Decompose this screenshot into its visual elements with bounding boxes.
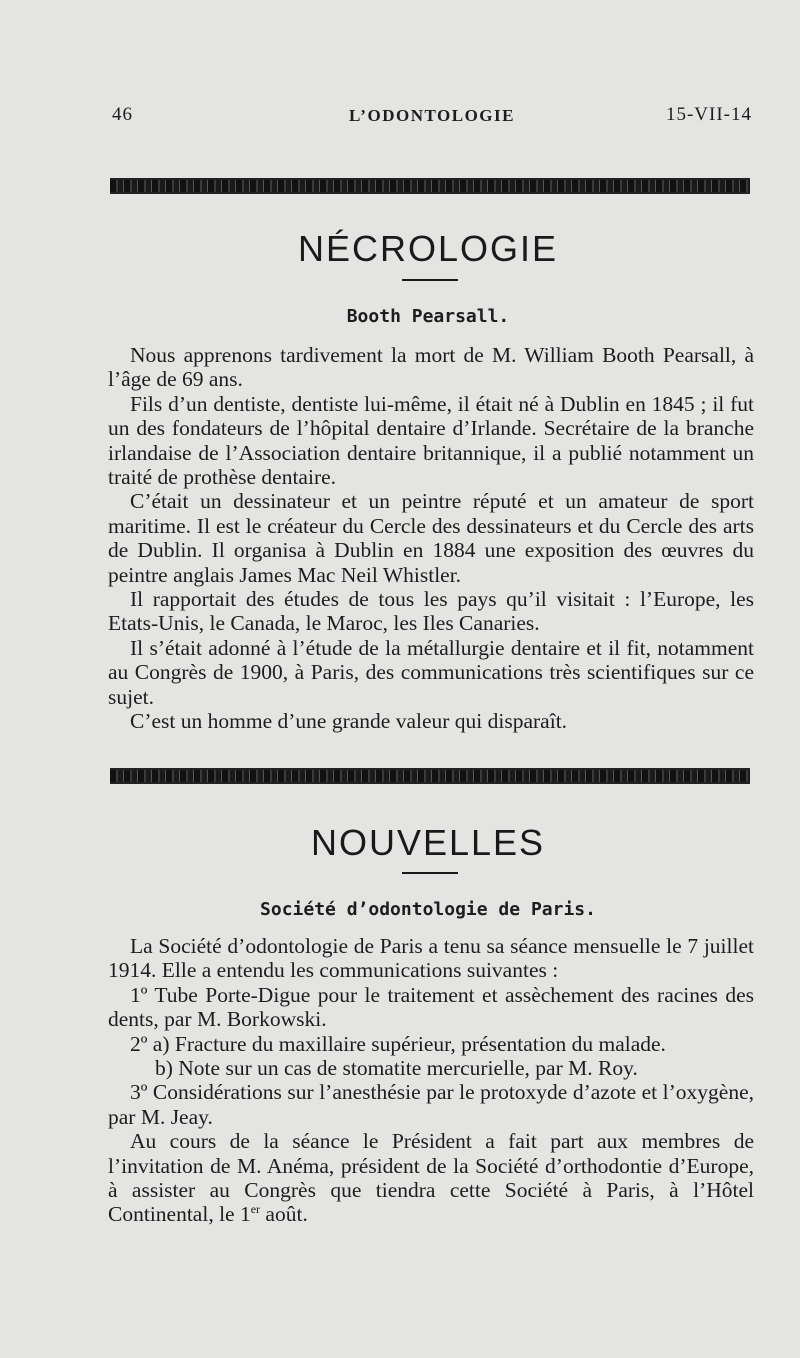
nouvelles-body — [108, 934, 754, 1227]
paragraph: Il s’était adonné à l’étude de la métallurgie dentaire et il fit, notamment au Congrès de 1900, à Paris, des communications très scientifiques sur ce sujet. — [108, 635, 754, 709]
page-number: 46 — [112, 104, 133, 125]
necrologie-title: NÉCROLOGIE — [297, 228, 559, 269]
paragraph: 2º a) Fracture du maxillaire supérieur, présentation du malade. — [130, 1031, 666, 1056]
paragraph: 1º Tube Porte-Digue pour le traitement et assèchement des racines des dents, par M. Borkowski. — [108, 982, 754, 1032]
nouvelles-subtitle: Société d’odontologie de Paris. — [260, 899, 596, 920]
paragraph: Nous apprenons tardivement la mort de M. William Booth Pearsall, à l’âge de 69 ans. — [108, 343, 754, 392]
title-divider — [402, 279, 458, 281]
running-header — [112, 104, 752, 134]
text-run: Au cours de la séance le Président a fait part aux membres de l’invitation de M. Anéma, président de la Société d’orthodontie d’Europe, à assister au Congrès que tiendra cette Société à Paris, à l’Hôtel Continental, le 1 — [108, 1129, 754, 1227]
superscript: er — [250, 1202, 261, 1217]
paragraph: C’est un homme d’une grande valeur qui disparaît. — [130, 709, 568, 734]
issue-date: 15-VII-14 — [665, 104, 752, 125]
paragraph: C’était un dessinateur et un peintre réputé et un amateur de sport maritime. Il est le créateur du Cercle des dessinateurs et du Cercle des arts de Dublin. Il organisa à Dublin en 1884 une exposition des œuvres du peintre anglais James Mac Neil Whistler. — [108, 489, 754, 587]
paragraph: La Société d’odontologie de Paris a tenu sa séance mensuelle le 7 juillet 1914. Elle a entendu les communications suivantes : — [108, 934, 754, 983]
title-divider — [402, 872, 458, 874]
ornamental-rule — [110, 768, 750, 784]
paragraph — [108, 1129, 754, 1227]
paragraph: 3º Considérations sur l’anesthésie par le protoxyde d’azote et l’oxygène, par M. Jeay. — [108, 1080, 754, 1129]
paragraph: b) Note sur un cas de stomatite mercurielle, par M. Roy. — [155, 1056, 638, 1081]
necrologie-subtitle: Booth Pearsall. — [346, 306, 510, 327]
necrologie-body — [108, 343, 754, 734]
paragraph: Il rapportait des études de tous les pays qu’il visitait : l’Europe, les Etats-Unis, le Canada, le Maroc, les Iles Canaries. — [108, 587, 754, 636]
nouvelles-title: NOUVELLES — [310, 822, 546, 863]
text-run: août. — [260, 1202, 308, 1227]
ornamental-rule — [110, 178, 750, 194]
running-title: L’ODONTOLOGIE — [349, 106, 515, 125]
paragraph: Fils d’un dentiste, dentiste lui-même, il était né à Dublin en 1845 ; il fut un des fondateurs de l’hôpital dentaire d’Irlande. Secrétaire de la branche irlandaise de l’Association dentaire britannique, il a publié notamment un traité de prothèse dentaire. — [108, 391, 754, 490]
